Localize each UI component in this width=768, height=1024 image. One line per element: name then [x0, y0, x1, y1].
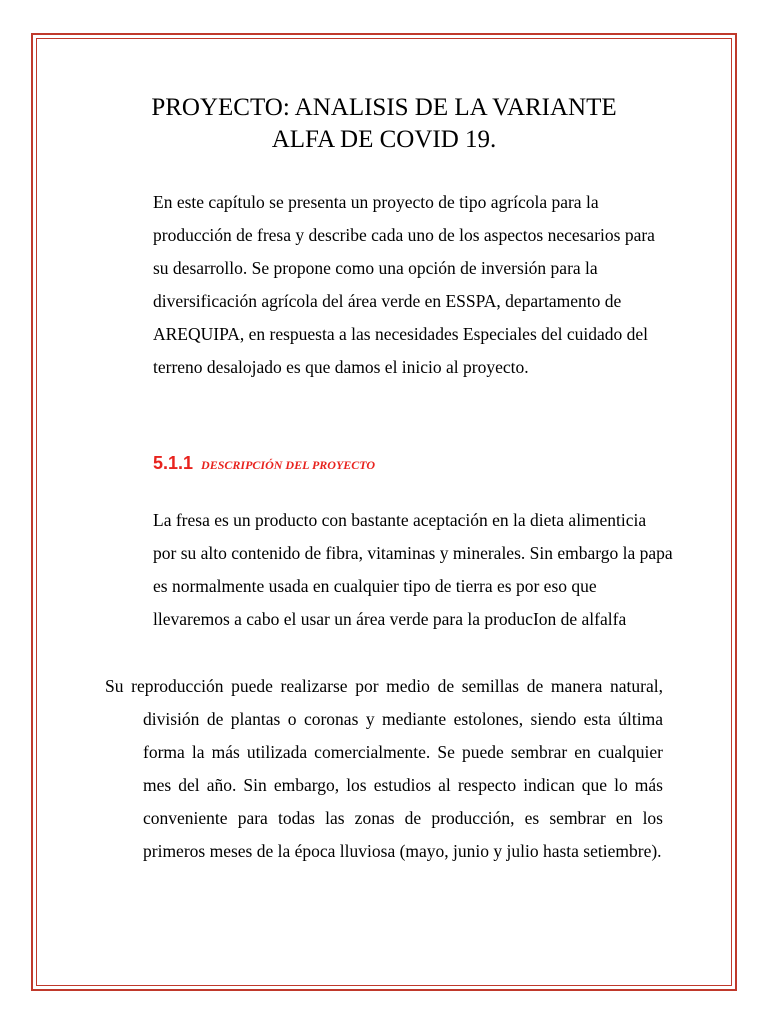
title-line-2: ALFA DE COVID 19. [271, 126, 497, 153]
intro-paragraph: En este capítulo se presenta un proyecto de tipo agrícola para la producción de fresa y describe cada uno de los aspectos necesarios para su desarrollo. Se propone como una opción de inversión para la diversificación agrícola del área verde en ESSPA, departamento de AREQUIPA, en respuesta a las necesidades Especiales del cuidado del terreno desalojado es que damos el inicio al proyecto. [153, 192, 655, 377]
reproduction-paragraph: Su reproducción puede realizarse por medio de semillas de manera natural, división de plantas o coronas y mediante estolones, siendo esta última forma la más utilizada comercialmente. Se puede sembrar en cualquier mes del año. Sin embargo, los estudios al respecto indican que lo más conveniente para todas las zonas de producción, es sembrar en los primeros meses de la época lluviosa (mayo, junio y julio hasta setiembre). [105, 676, 663, 861]
description-paragraph: La fresa es un producto con bastante aceptación en la dieta alimenticia por su alto contenido de fibra, vitaminas y minerales. Sin embargo la papa es normalmente usada en cualquier tipo de tierra es por eso que llevaremos a cabo el usar un área verde para la producIon de alfalfa [153, 510, 673, 629]
title-line-1: PROYECTO: ANALISIS DE LA VARIANTE [151, 94, 617, 121]
document-title [0, 92, 768, 156]
section-number: 5.1.1 [153, 453, 194, 473]
section-heading [153, 449, 375, 476]
section-title: DESCRIPCIÓN DEL PROYECTO [201, 458, 376, 472]
